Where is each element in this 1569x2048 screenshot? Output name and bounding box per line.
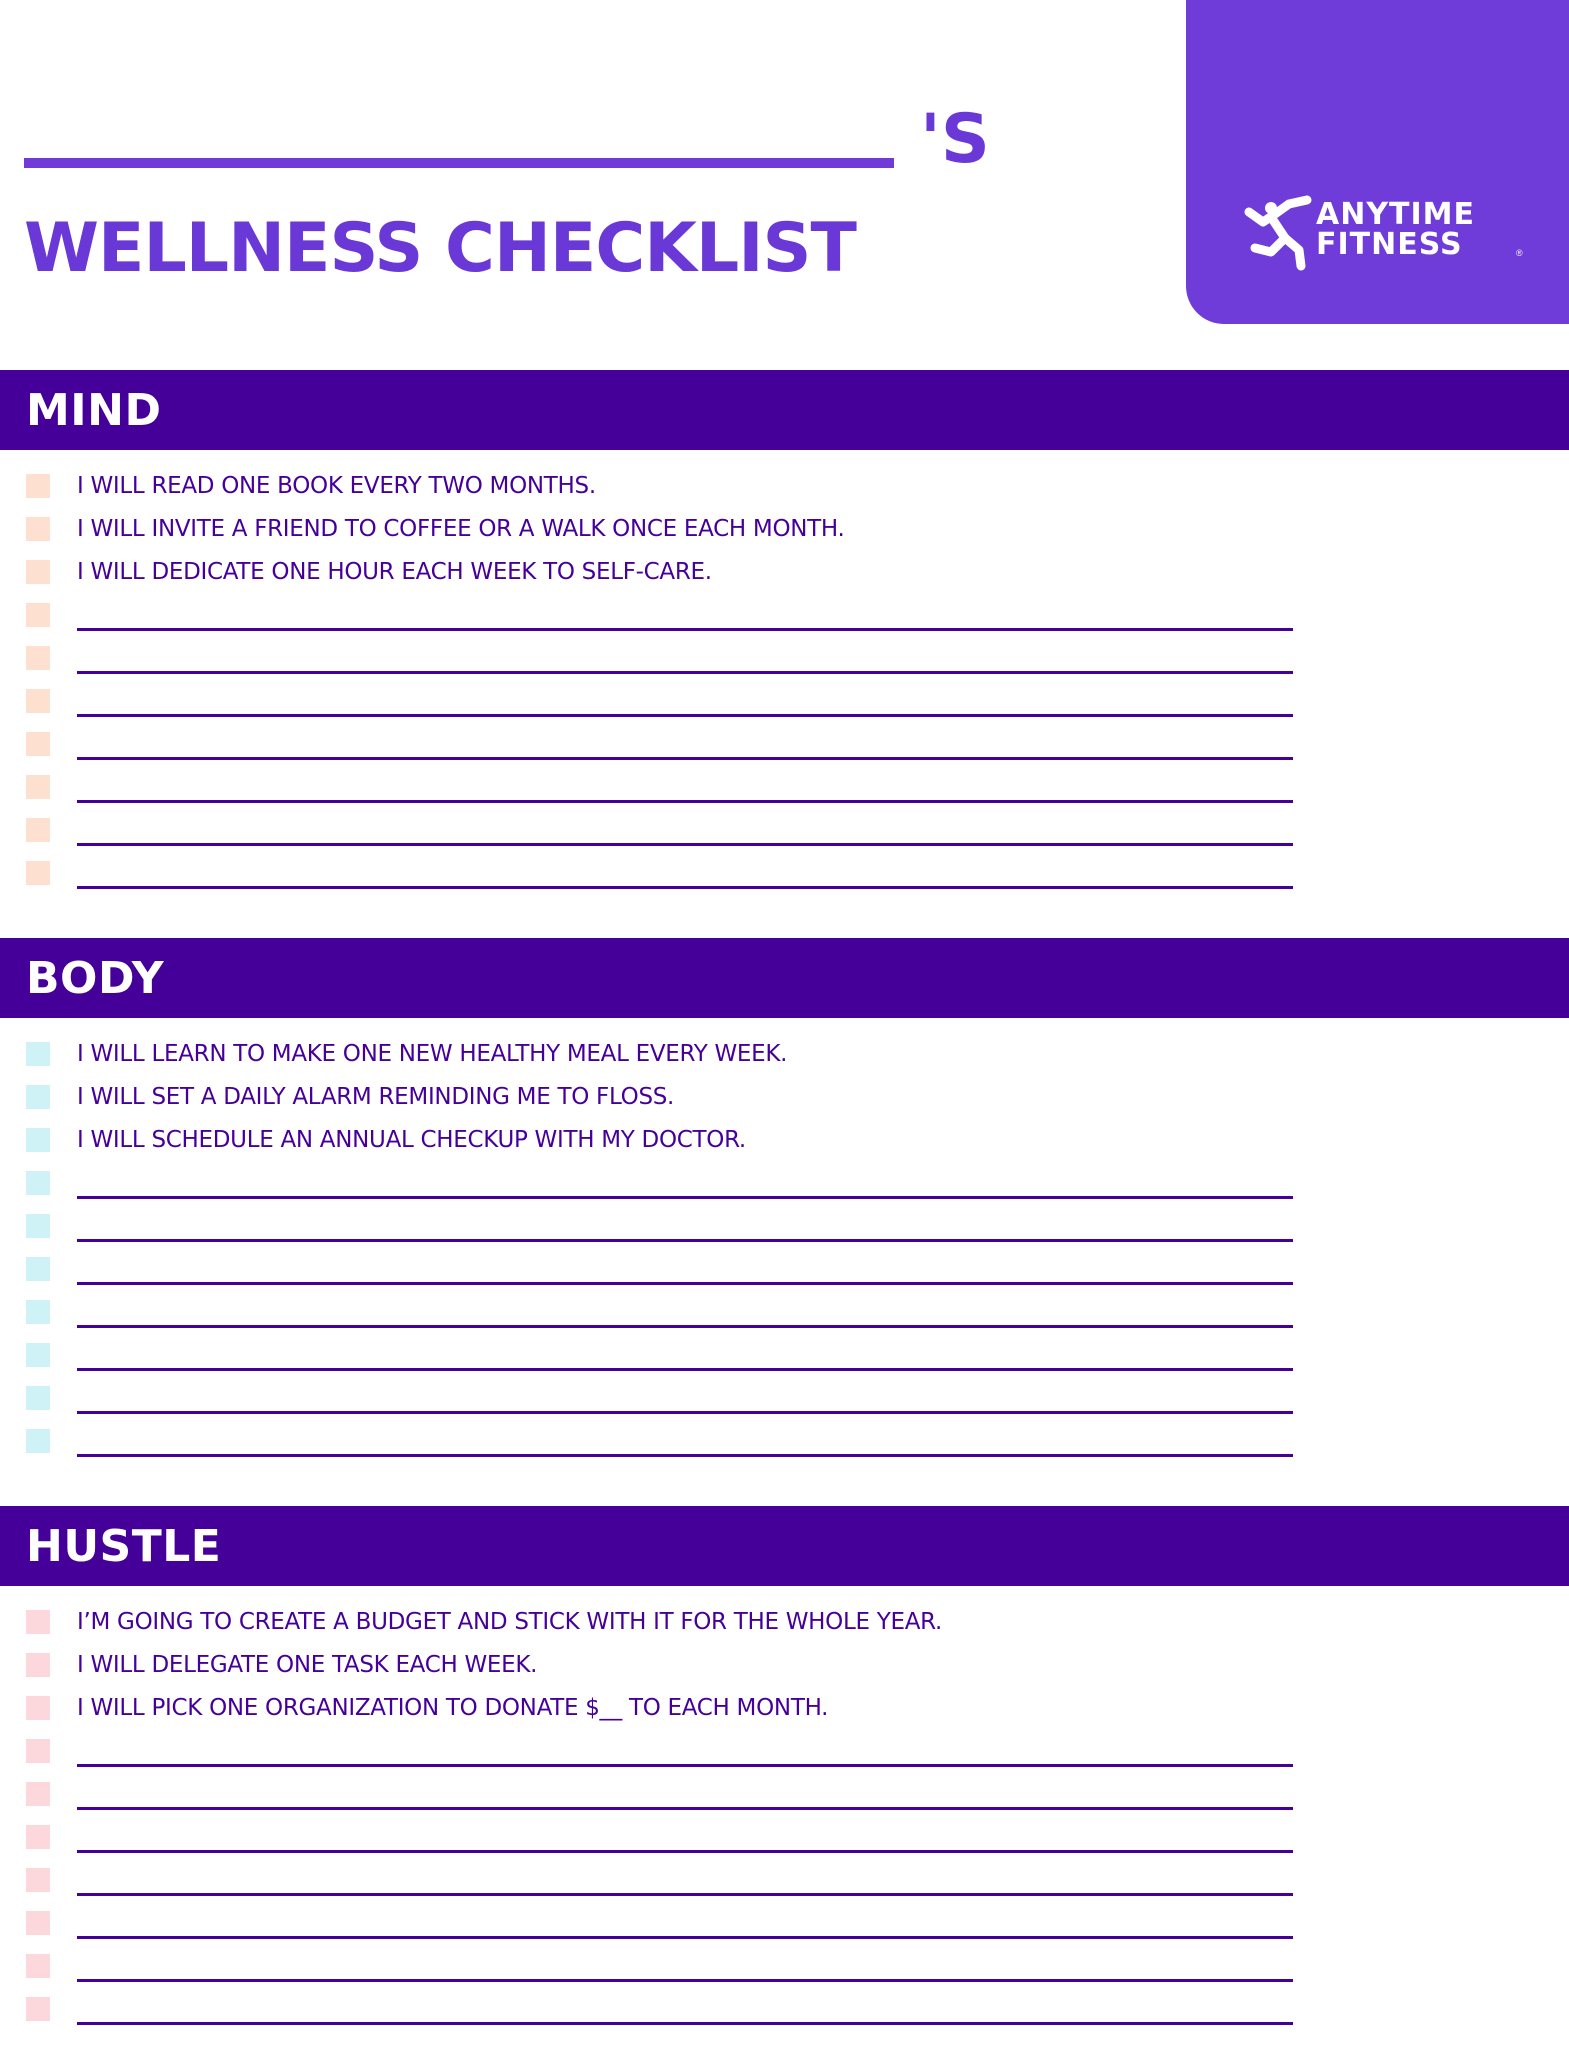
item-text: I WILL INVITE A FRIEND TO COFFEE OR A WALK ONCE EACH MONTH. (77, 516, 845, 542)
checkbox[interactable] (26, 646, 50, 670)
section-title: BODY (26, 953, 165, 1004)
checklist-item (0, 1085, 1569, 1128)
checklist-item (0, 517, 1569, 560)
item-text: I WILL SET A DAILY ALARM REMINDING ME TO FLOSS. (77, 1084, 675, 1110)
write-in-line[interactable] (77, 714, 1293, 717)
write-in-line[interactable] (77, 800, 1293, 803)
write-in-line[interactable] (77, 886, 1293, 889)
write-in-line[interactable] (77, 1239, 1293, 1242)
blank-checklist-item (0, 1214, 1569, 1257)
checkbox[interactable] (26, 1343, 50, 1367)
checklist-item (0, 1610, 1569, 1653)
blank-checklist-item (0, 1739, 1569, 1782)
write-in-line[interactable] (77, 2022, 1293, 2025)
item-text: I WILL SCHEDULE AN ANNUAL CHECKUP WITH MY DOCTOR. (77, 1127, 746, 1153)
name-input-line[interactable] (24, 158, 894, 168)
blank-checklist-item (0, 1868, 1569, 1911)
brand-block (1186, 0, 1569, 324)
item-text: I WILL DELEGATE ONE TASK EACH WEEK. (77, 1652, 538, 1678)
write-in-line[interactable] (77, 628, 1293, 631)
blank-checklist-item (0, 1386, 1569, 1429)
item-text: I WILL LEARN TO MAKE ONE NEW HEALTHY MEAL EVERY WEEK. (77, 1041, 788, 1067)
blank-checklist-item (0, 1429, 1569, 1472)
checkbox[interactable] (26, 1214, 50, 1238)
checklist-item (0, 1696, 1569, 1739)
item-text: I WILL READ ONE BOOK EVERY TWO MONTHS. (77, 473, 596, 499)
blank-checklist-item (0, 1954, 1569, 1997)
checkbox[interactable] (26, 1911, 50, 1935)
checklist-item (0, 1042, 1569, 1085)
blank-checklist-item (0, 1782, 1569, 1825)
brand-line-1: ANYTIME (1316, 197, 1476, 232)
blank-checklist-item (0, 1825, 1569, 1868)
checkbox[interactable] (26, 1085, 50, 1109)
section-header (0, 938, 1569, 1018)
checkbox[interactable] (26, 1300, 50, 1324)
item-text: I WILL DEDICATE ONE HOUR EACH WEEK TO SELF-CARE. (77, 559, 712, 585)
blank-checklist-item (0, 689, 1569, 732)
checkbox[interactable] (26, 474, 50, 498)
checkbox[interactable] (26, 1257, 50, 1281)
write-in-line[interactable] (77, 1764, 1293, 1767)
checkbox[interactable] (26, 1429, 50, 1453)
possessive-suffix: 'S (920, 100, 990, 179)
checklist-item (0, 560, 1569, 603)
blank-checklist-item (0, 818, 1569, 861)
checkbox[interactable] (26, 1653, 50, 1677)
write-in-line[interactable] (77, 757, 1293, 760)
checkbox[interactable] (26, 1868, 50, 1892)
section-header (0, 1506, 1569, 1586)
write-in-line[interactable] (77, 1411, 1293, 1414)
checkbox[interactable] (26, 1997, 50, 2021)
checkbox[interactable] (26, 1825, 50, 1849)
blank-checklist-item (0, 1171, 1569, 1214)
section-title: MIND (26, 385, 162, 436)
write-in-line[interactable] (77, 1325, 1293, 1328)
checkbox[interactable] (26, 560, 50, 584)
checkbox[interactable] (26, 1610, 50, 1634)
blank-checklist-item (0, 775, 1569, 818)
blank-checklist-item (0, 1911, 1569, 1954)
brand-wordmark (1316, 197, 1476, 262)
section-header (0, 370, 1569, 450)
write-in-line[interactable] (77, 1454, 1293, 1457)
checkbox[interactable] (26, 1782, 50, 1806)
item-text: I WILL PICK ONE ORGANIZATION TO DONATE $__ TO EACH MONTH. (77, 1695, 829, 1721)
write-in-line[interactable] (77, 1979, 1293, 1982)
write-in-line[interactable] (77, 1282, 1293, 1285)
item-text: I’M GOING TO CREATE A BUDGET AND STICK WITH IT FOR THE WHOLE YEAR. (77, 1609, 943, 1635)
page-title: WELLNESS CHECKLIST (24, 209, 856, 288)
checkbox[interactable] (26, 1696, 50, 1720)
checkbox[interactable] (26, 818, 50, 842)
blank-checklist-item (0, 1343, 1569, 1386)
blank-checklist-item (0, 1300, 1569, 1343)
blank-checklist-item (0, 1997, 1569, 2040)
checklist-item (0, 1128, 1569, 1171)
checkbox[interactable] (26, 603, 50, 627)
checkbox[interactable] (26, 1386, 50, 1410)
checkbox[interactable] (26, 1042, 50, 1066)
blank-checklist-item (0, 646, 1569, 689)
checkbox[interactable] (26, 1954, 50, 1978)
checkbox[interactable] (26, 775, 50, 799)
blank-checklist-item (0, 1257, 1569, 1300)
write-in-line[interactable] (77, 1893, 1293, 1896)
write-in-line[interactable] (77, 1936, 1293, 1939)
checkbox[interactable] (26, 1171, 50, 1195)
checklist-item (0, 474, 1569, 517)
blank-checklist-item (0, 603, 1569, 646)
write-in-line[interactable] (77, 1850, 1293, 1853)
checkbox[interactable] (26, 1128, 50, 1152)
section-title: HUSTLE (26, 1521, 222, 1572)
checkbox[interactable] (26, 1739, 50, 1763)
write-in-line[interactable] (77, 1196, 1293, 1199)
blank-checklist-item (0, 861, 1569, 904)
blank-checklist-item (0, 732, 1569, 775)
write-in-line[interactable] (77, 1807, 1293, 1810)
checkbox[interactable] (26, 861, 50, 885)
registered-mark: ® (1516, 248, 1523, 258)
checkbox[interactable] (26, 517, 50, 541)
checkbox[interactable] (26, 732, 50, 756)
checklist-item (0, 1653, 1569, 1696)
checkbox[interactable] (26, 689, 50, 713)
write-in-line[interactable] (77, 1368, 1293, 1371)
write-in-line[interactable] (77, 843, 1293, 846)
brand-line-2: FITNESS (1316, 227, 1463, 262)
write-in-line[interactable] (77, 671, 1293, 674)
